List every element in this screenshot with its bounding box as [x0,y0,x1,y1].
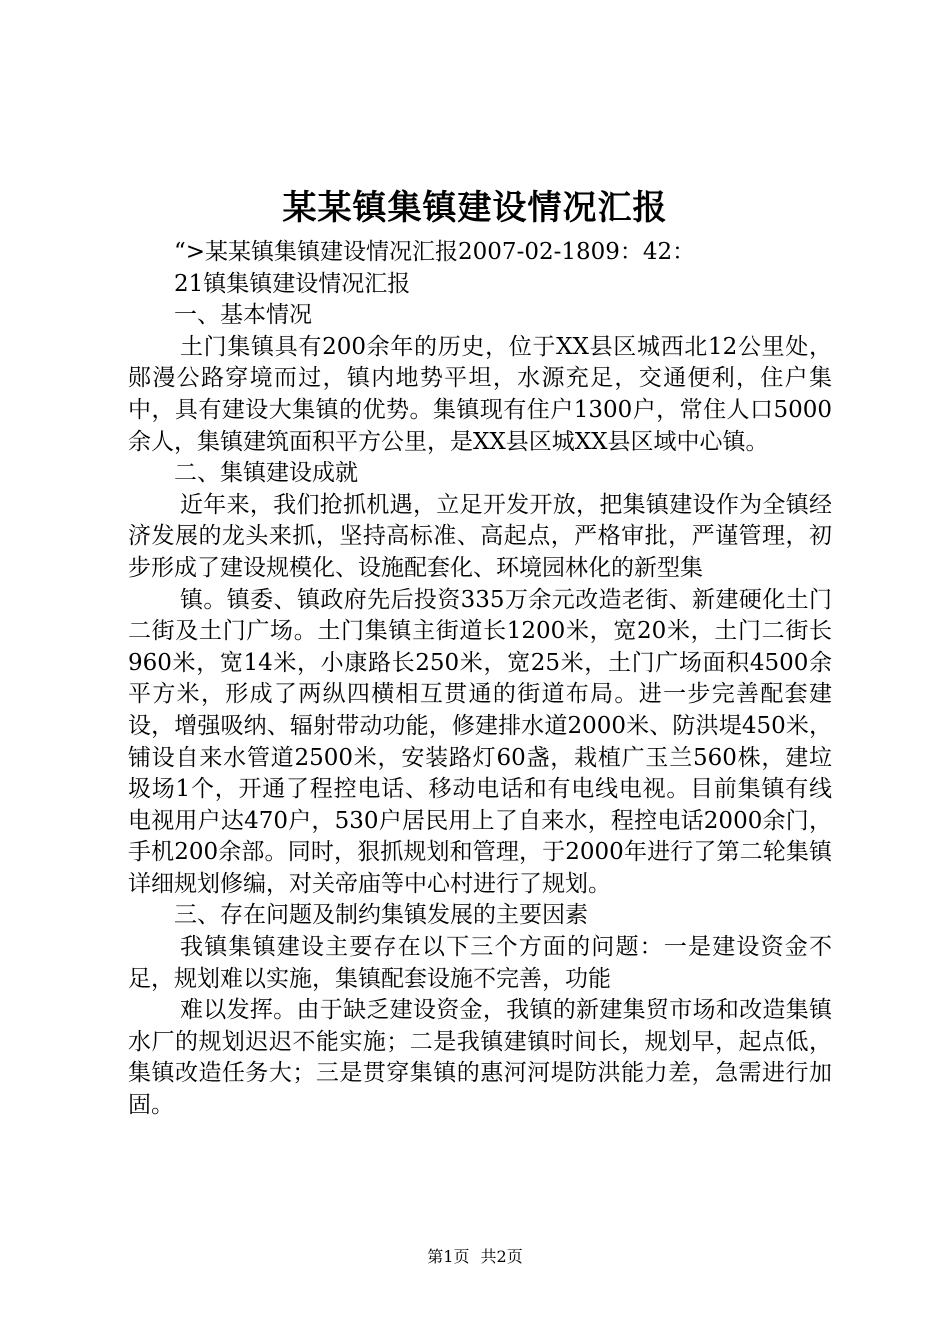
paragraph-problems-detail: 难以发挥。由于缺乏建设资金，我镇的新建集贸市场和改造集镇水厂的规划迟迟不能实施；二是我镇建镇时间长，规划早，起点低，集镇改造任务大；三是贯穿集镇的惠河河堤防洪能力差，急需进行加固。 [128,997,832,1119]
section-heading-achievements: 二、集镇建设成就 [174,460,358,487]
section-heading-basic-situation: 一、基本情况 [174,302,312,329]
paragraph-problems-intro: 我镇集镇建设主要存在以下三个方面的问题：一是建设资金不足，规划难以实施，集镇配套设施不完善，功能 [128,934,832,992]
section-heading-problems: 三、存在问题及制约集镇发展的主要因素 [174,902,588,929]
page-footer [0,1245,950,1269]
paragraph-achievements-detail: 镇。镇委、镇政府先后投资335万余元改造老街、新建硬化土门二街及土门广场。土门集镇主街道长1200米，宽20米，土门二街长960米，宽14米，小康路长250米，宽25米，土门广场面积4500余平方米，形成了两纵四横相互贯通的街道布局。进一步完善配套建设，增强吸纳、辐射带动功能，修建排水道2000米、防洪堤450米，铺设自来水管道2500米，安装路灯60盏，栽植广玉兰560株，建垃圾场1个，开通了程控电话、移动电话和有电线电视。目前集镇有线电视用户达470户，530户居民用上了自来水，程控电话2000余门，手机200余部。同时，狠抓规划和管理，于2000年进行了第二轮集镇详细规划修编，对关帝庙等中心村进行了规划。 [128,586,832,897]
page-number: 第1页 [427,1247,470,1266]
page-total: 共2页 [480,1247,523,1266]
paragraph-achievements-intro: 近年来，我们抢抓机遇，立足开发开放，把集镇建设作为全镇经济发展的龙头来抓，坚持高标准、高起点，严格审批，严谨管理，初步形成了建设规模化、设施配套化、环境园林化的新型集 [128,491,832,581]
paragraph-basic-situation: 土门集镇具有200余年的历史，位于XX县区城西北12公里处，郧漫公路穿境而过，镇内地势平坦，水源充足，交通便利，住户集中，具有建设大集镇的优势。集镇现有住户1300户，常住人口5000余人，集镇建筑面积平方公里，是XX县区城XX县区域中心镇。 [128,333,832,455]
document-title: 某某镇集镇建设情况汇报 [282,188,668,228]
paragraph-subtitle: 21镇集镇建设情况汇报 [174,270,411,297]
document-body [128,237,832,1122]
paragraph-source-line: “>某某镇集镇建设情况汇报2007-02-1809：42： [174,239,696,265]
